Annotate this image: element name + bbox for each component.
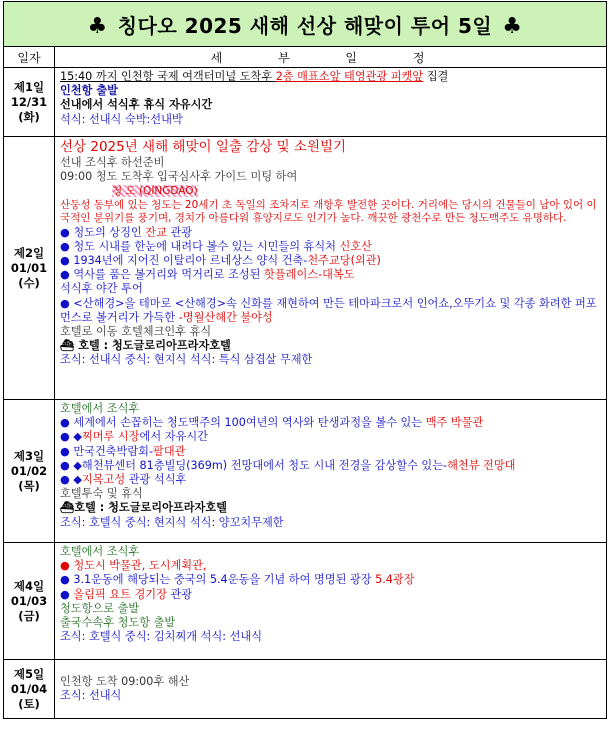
- schedule-line: 석식후 야간 투어: [60, 282, 143, 296]
- ship-icon: ⛴: [60, 339, 79, 353]
- day-date: 01/03: [10, 593, 48, 608]
- bullet-item: ● 청도시 박물관, 도시계획관,: [60, 559, 207, 573]
- day-weekday: (금): [18, 608, 40, 623]
- document-title: [4, 2, 607, 47]
- day-label: 제1일: [13, 79, 45, 94]
- day-cell: [4, 400, 55, 543]
- schedule-line: 호텔투숙 및 휴식: [60, 487, 143, 501]
- day-weekday: (화): [18, 109, 40, 124]
- club-icon: ♣: [87, 13, 108, 39]
- day-date: 01/04: [10, 681, 48, 696]
- table-header-row: [4, 47, 607, 68]
- day-label: 제3일: [13, 448, 45, 463]
- hotel-line: ⛴호텔 : 청도글로리아프라자호텔: [60, 501, 227, 515]
- meals-line: 조식: 호텔식 중식: 김치찌개 석식: 선내식: [60, 630, 263, 644]
- title-text: 칭다오 2025 새해 선상 해맞이 투어 5일: [117, 13, 493, 38]
- day-weekday: (토): [18, 696, 40, 711]
- day-label: 제2일: [13, 245, 45, 260]
- day-cell: [4, 543, 55, 660]
- schedule-line: 선내에서 석식후 휴식 자유시간: [60, 98, 213, 112]
- day-cell: [4, 660, 55, 719]
- day-date: 12/31: [10, 94, 48, 109]
- club-icon: ♣: [502, 13, 523, 39]
- bullet-item: ● 청도 시내를 한눈에 내려다 볼수 있는 시민들의 휴식처 신호산: [60, 239, 372, 253]
- bullet-item: ● 세계에서 손꼽히는 청도맥주의 100여년의 역사와 탄생과정을 볼수 있는 맥주 박물관: [60, 416, 484, 430]
- day-row: [4, 543, 607, 660]
- hotel-line: ⛴ 호텔 : 청도글로리아프라자호텔: [60, 339, 231, 353]
- day-row: [4, 68, 607, 137]
- day-content: [55, 660, 607, 719]
- itinerary-document: [3, 1, 606, 719]
- schedule-line: 호텔에서 조식후: [60, 402, 140, 415]
- day-content: [55, 137, 607, 400]
- bullet-item: ● <산해경>을 테마로 <산해경>속 신화를 재현하여 만든 테마파크로서 인어쇼,오뚜기쇼 및 각종 화려한 퍼포먼스로 볼거리가 가득한 -명월산해간 불야성: [60, 296, 597, 324]
- meals-line: 조식: 선내식: [60, 689, 122, 702]
- day-row: [4, 660, 607, 719]
- day-content: [55, 543, 607, 660]
- bullet-item: ● 역사를 품은 볼거리와 먹거리로 조성된 핫플레이스-대복도: [60, 268, 355, 282]
- day-content: [55, 68, 607, 137]
- schedule-line: 출국수속후 청도항 출발: [60, 616, 176, 630]
- bullet-item: ● ◆찌머루 시장에서 자유시간: [60, 430, 208, 444]
- bullet-item: ● 3.1운동에 해당되는 중국의 5.4운동을 기념 하여 명명된 광장 5.4광장: [60, 573, 415, 587]
- header-detail: 세 부 일 정: [55, 47, 607, 68]
- day-cell: [4, 68, 55, 137]
- day-cell: [4, 137, 55, 400]
- schedule-headline: 선상 2025년 새해 해맞이 일출 감상 및 소원빌기: [60, 139, 347, 155]
- bullet-item: ● 청도의 상징인 잔교 관광: [60, 225, 193, 239]
- bullet-item: ● ◆해천뷰센터 81층빌딩(369m) 전망대에서 청도 시내 전경을 감상할수 있는-해천뷰 전망대: [60, 458, 516, 472]
- itinerary-table: [3, 1, 607, 719]
- day-weekday: (목): [18, 478, 40, 493]
- day-weekday: (수): [18, 275, 40, 290]
- meals-line: 조식: 호텔식 중식: 현지식 석식: 양꼬치무제한: [60, 515, 284, 529]
- city-heading: 청 도 (QINGDAO): [112, 185, 198, 198]
- schedule-line: 선내 조식후 하선준비: [60, 156, 165, 169]
- schedule-line: 호텔에서 조식후: [60, 545, 140, 558]
- day-row: [4, 400, 607, 543]
- header-date: 일자: [4, 47, 55, 68]
- bullet-item: ● 올림픽 요트 경기장 관광: [60, 587, 193, 601]
- schedule-line: 인천항 출발: [60, 84, 118, 98]
- meals-line: 조식: 선내식 중식: 현지식 석식: 특식 삼겹살 무제한: [60, 353, 313, 367]
- day-label: 제5일: [13, 666, 45, 681]
- day-label: 제4일: [13, 578, 45, 593]
- bullet-item: ● ◆지목고성 관광 석식후: [60, 473, 187, 487]
- city-description: 산둥성 동부에 있는 청도는 20세기 초 독일의 조차지로 개항후 발전한 곳이다. 거리에는 당시의 건물들이 남아 있어 이국적인 분위기를 풍기며, 경치가 아름다워 휴양지로도 인기가 높다. 깨끗한 광천수로 만든 청도맥주도 유명하다.: [60, 198, 597, 225]
- meals-line: 석식: 선내식 숙박:선내박: [60, 112, 183, 126]
- bullet-item: ● 1934년에 지어진 이탈리아 르네상스 양식 건축-천주교당(외관): [60, 254, 381, 268]
- day-row: [4, 137, 607, 400]
- schedule-line: 09:00 청도 도착후 입국심사후 가이드 미팅 하여: [60, 170, 298, 184]
- day-content: [55, 400, 607, 543]
- schedule-line: 청도항으로 출발: [60, 601, 140, 615]
- bullet-item: ● 만국건축박람회-팔대관: [60, 444, 186, 458]
- ship-icon: ⛴: [60, 501, 75, 515]
- day-date: 01/01: [10, 260, 48, 275]
- schedule-line: 15:40 까지 인천항 국제 여객터미널 도착후 2층 매표소앞 태영관광 피켓앞 집결: [60, 70, 449, 83]
- schedule-line: 인천항 도착 09:00후 해산: [60, 674, 190, 688]
- schedule-line: 호텔로 이동 호텔체크인후 휴식: [60, 325, 212, 339]
- day-date: 01/02: [10, 463, 48, 478]
